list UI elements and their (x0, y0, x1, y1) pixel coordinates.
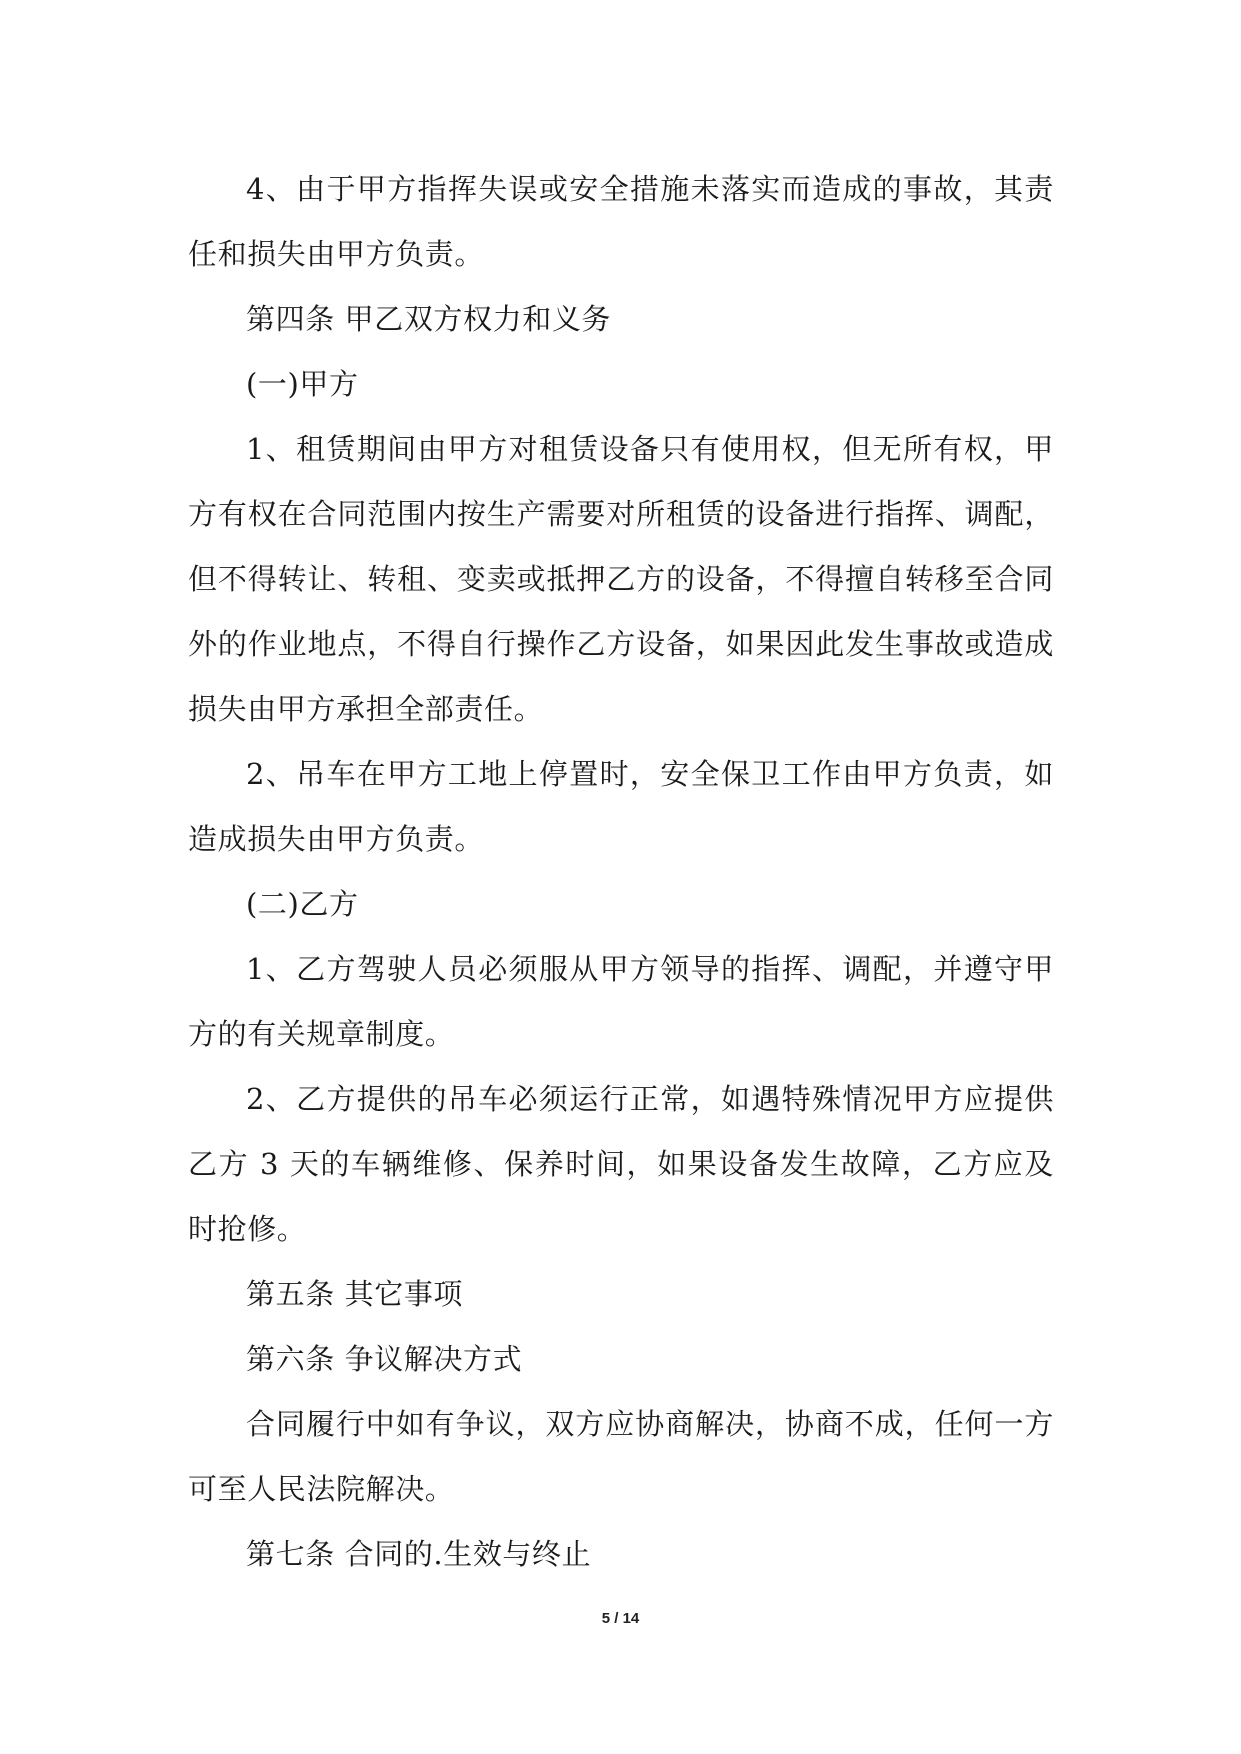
document-body (188, 157, 1054, 1587)
section-heading-party-b: (二)乙方 (246, 887, 359, 921)
page-number: 5 / 14 (601, 1610, 640, 1627)
article-heading-4: 第四条 甲乙双方权力和义务 (246, 302, 612, 336)
paragraph-party-b-item-1: 1、乙方驾驶人员必须服从甲方领导的指挥、调配，并遵守甲方的有关规章制度。 (188, 952, 1054, 1051)
section-heading-party-a: (一)甲方 (246, 367, 359, 401)
paragraph-clause-4-liability: 4、由于甲方指挥失误或安全措施未落实而造成的事故，其责任和损失由甲方负责。 (188, 172, 1054, 271)
article-heading-5: 第五条 其它事项 (246, 1277, 464, 1311)
paragraph-party-a-item-1: 1、租赁期间由甲方对租赁设备只有使用权，但无所有权，甲方有权在合同范围内按生产需要对所租赁的设备进行指挥、调配，但不得转让、转租、变卖或抵押乙方的设备，不得擅自转移至合同外的作业地点，不得自行操作乙方设备，如果因此发生事故或造成损失由甲方承担全部责任。 (188, 432, 1054, 726)
article-heading-7: 第七条 合同的.生效与终止 (246, 1537, 592, 1571)
article-heading-6: 第六条 争议解决方式 (246, 1342, 523, 1376)
paragraph-party-b-item-2: 2、乙方提供的吊车必须运行正常，如遇特殊情况甲方应提供乙方 3 天的车辆维修、保养时间，如果设备发生故障，乙方应及时抢修。 (188, 1082, 1054, 1246)
paragraph-party-a-item-2: 2、吊车在甲方工地上停置时，安全保卫工作由甲方负责，如造成损失由甲方负责。 (188, 757, 1054, 856)
paragraph-dispute-resolution: 合同履行中如有争议，双方应协商解决，协商不成，任何一方可至人民法院解决。 (188, 1407, 1054, 1506)
